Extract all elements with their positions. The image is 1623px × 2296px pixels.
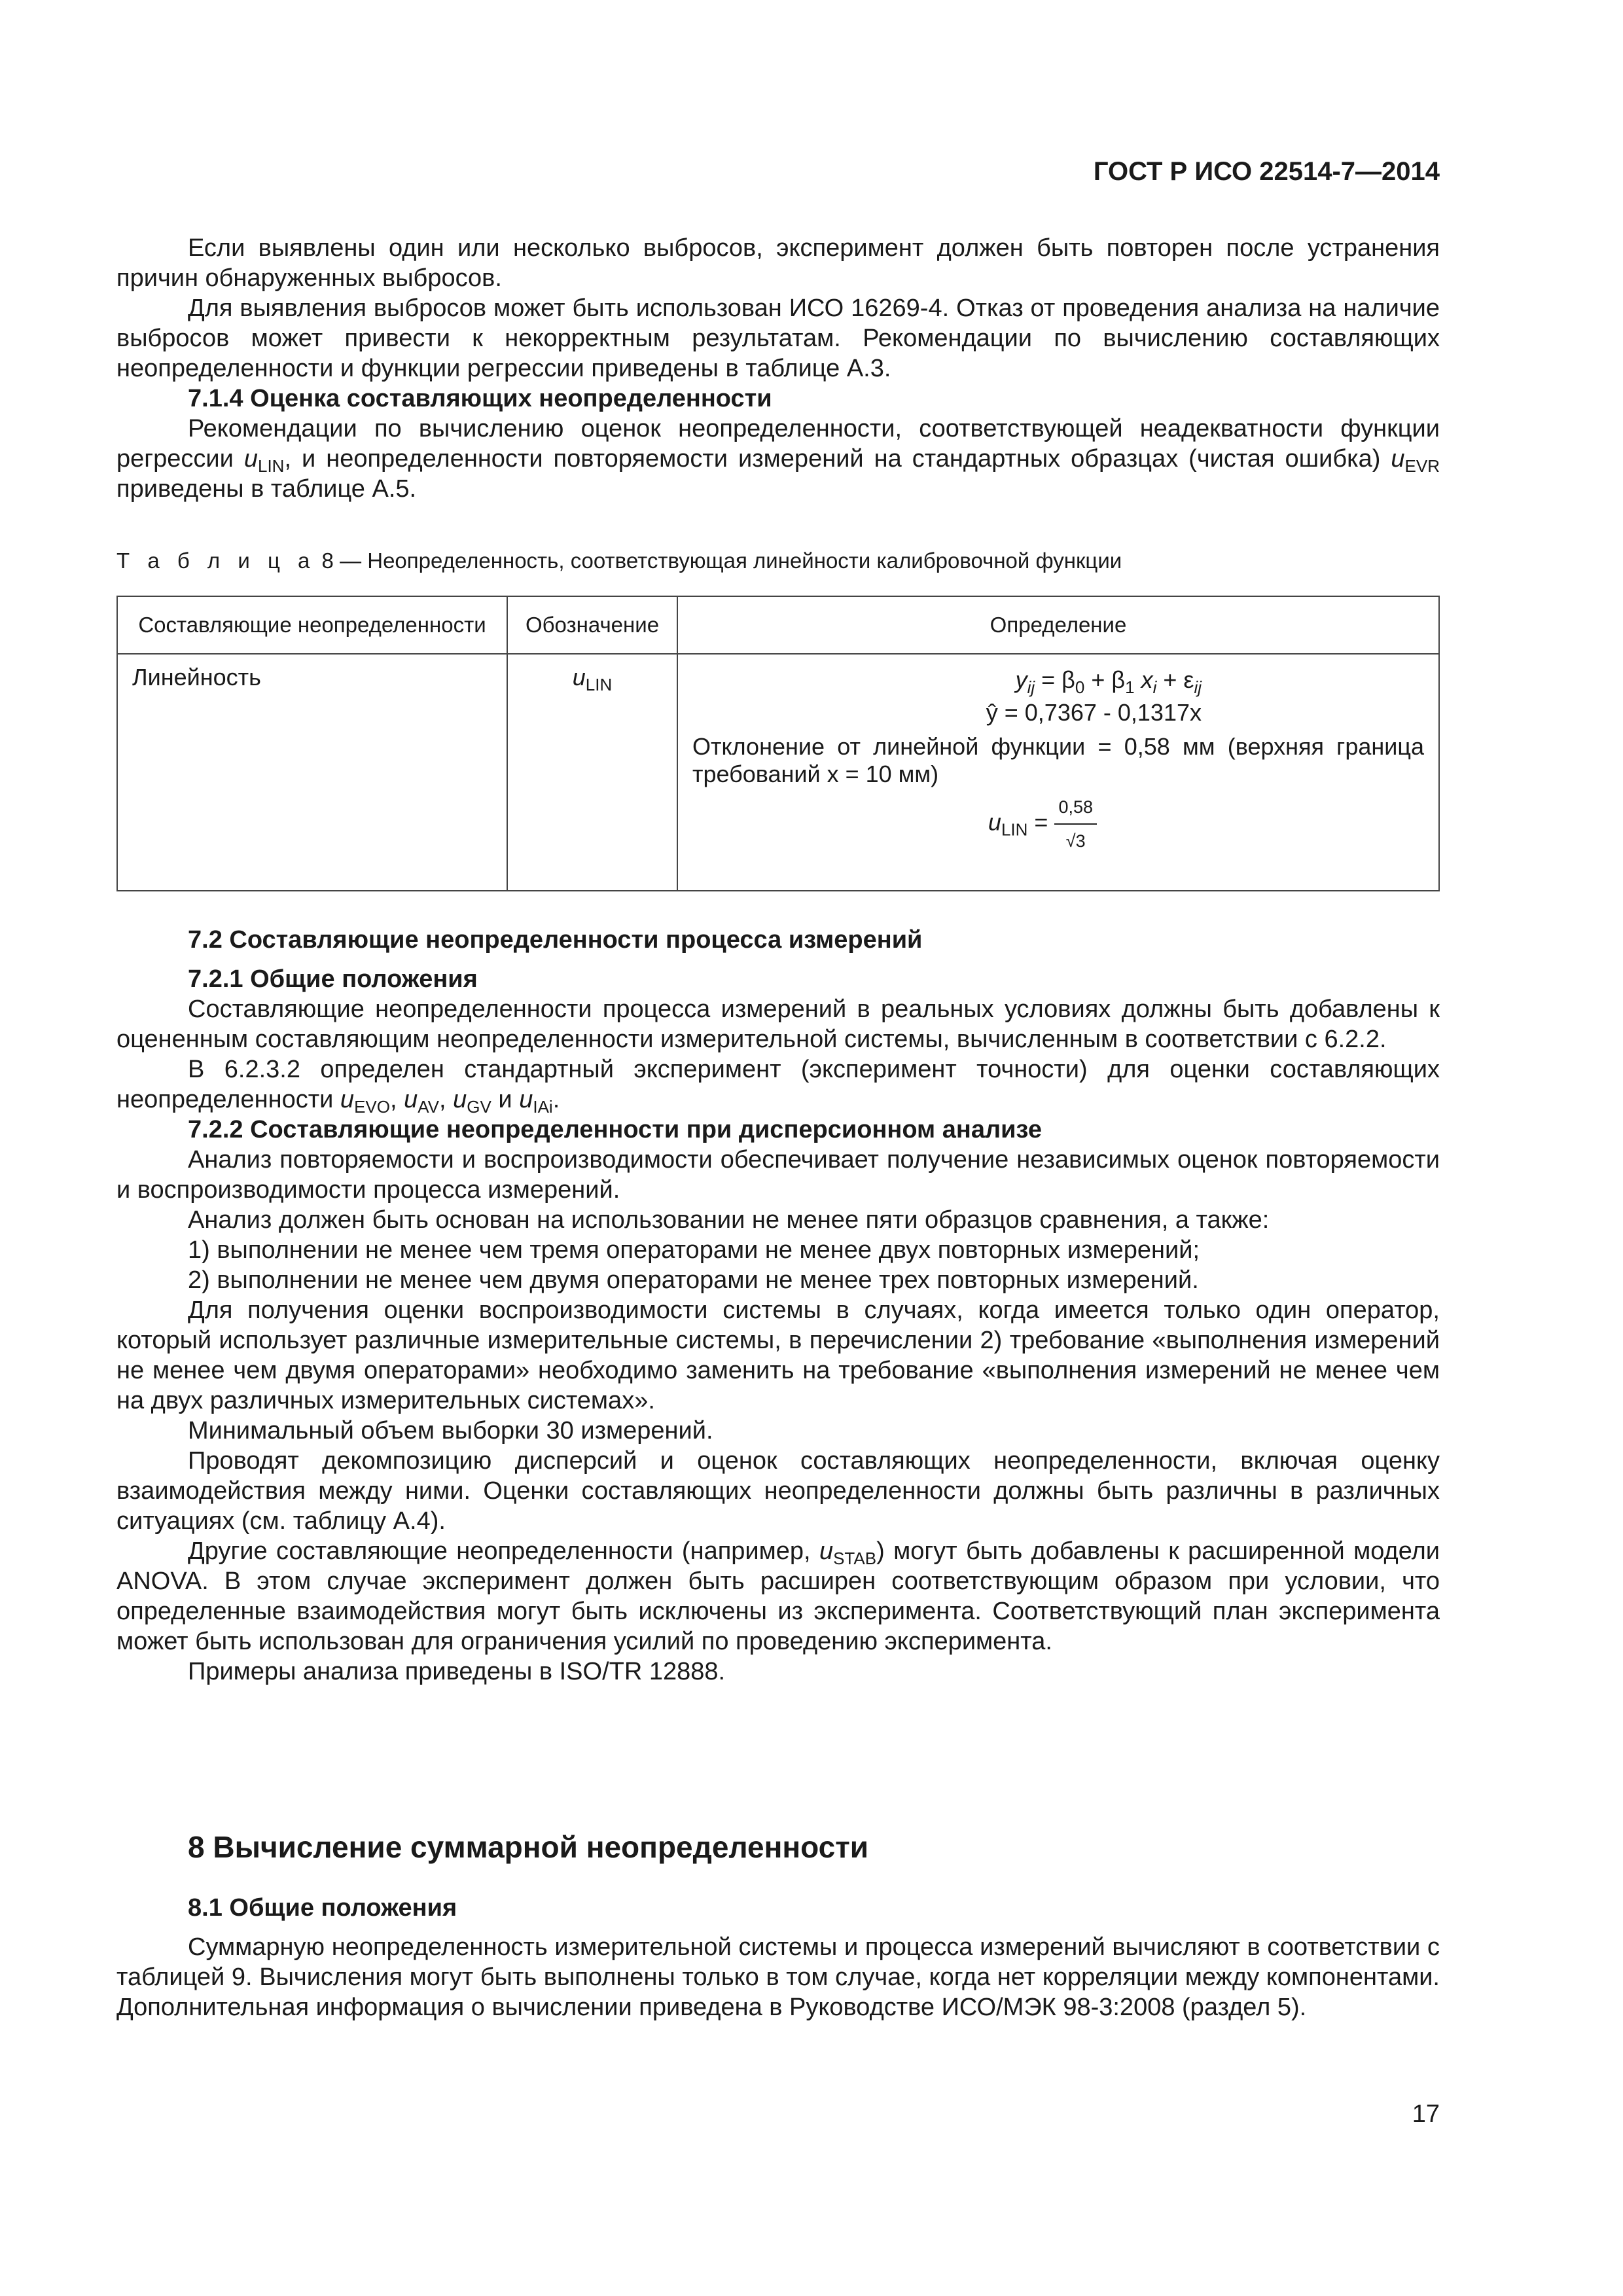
- document-page: [116, 0, 1440, 2296]
- paragraph-anova-a: Анализ повторяемости и воспроизводимости обеспечивает получение независимых оценок повторяемости и воспроизводимости процесса измерений.: [116, 1146, 1440, 1204]
- heading-7-2-1: 7.2.1 Общие положения: [188, 965, 478, 993]
- heading-7-1-4: 7.1.4 Оценка составляющих неопределенности: [188, 385, 772, 412]
- table-header-row: [117, 596, 1439, 654]
- regression-model-formula: $y_{ij} = \beta_0 + \beta_1$ $x_i + \varepsilon_{ij}$: [1015, 666, 1202, 697]
- table-row: [117, 654, 1439, 891]
- heading-8-1: 8.1 Общие положения: [188, 1894, 457, 1922]
- paragraph-7-2-1-a: Составляющие неопределенности процесса измерений в реальных условиях должны быть добавлены к оцененным составляющим неопределенности измерительной системы, вычисленным в соответствии с 6.2.2.: [116, 996, 1440, 1053]
- paragraph-outliers: Если выявлены один или несколько выбросов, эксперимент должен быть повторен после устранения причин обнаруженных выбросов.: [116, 234, 1440, 292]
- ulin-formula: $u_{LIN}$ = $\frac{0,58}{√3}$: [692, 791, 1424, 857]
- section-8: [116, 1827, 1440, 2022]
- page-number: 17: [1412, 2100, 1440, 2128]
- table-cell-symbol: $u_{LIN}$: [507, 654, 677, 891]
- linearity-deviation-text: Отклонение от линейной функции = 0,58 мм (верхняя граница требований x = 10 мм): [692, 733, 1424, 787]
- heading-7-2-2: 7.2.2 Составляющие неопределенности при дисперсионном анализе: [188, 1116, 1042, 1143]
- fitted-regression-formula: ŷ = 0,7367 - 0,1317x: [986, 699, 1202, 726]
- list-item: 1) выполнении не менее чем тремя операторами не менее двух повторных измерений;: [188, 1236, 1200, 1264]
- paragraph-7-2-1-b: В 6.2.3.2 определен стандартный эксперимент (эксперимент точности) для оценки составляющих неопределенности $u_{EVO}$, $u_{AV}$, $u_{GV}$ и $u_{IAi}$.: [116, 1056, 1440, 1117]
- heading-8: 8 Вычисление суммарной неопределенности: [188, 1830, 869, 1864]
- heading-7-2: 7.2 Составляющие неопределенности процесса измерений: [188, 926, 923, 954]
- paragraph-anova-c: Для получения оценки воспроизводимости системы в случаях, когда имеется только один оператор, который использует различные измерительные системы, в перечислении 2) требование «выполнения измерений не менее чем двумя операторами» необходимо заменить на требование «выполнения измерений не менее чем на двух различных измерительных системах».: [116, 1297, 1440, 1414]
- paragraph-7-1-4: Рекомендации по вычислению оценок неопределенности, соответствующей неадекватности функции регрессии $u_{LIN}$, и неопределенности повторяемости измерений на стандартных образцах (чистая ошибка) $u_{EVR}$ приведены в таблице А.5.: [116, 415, 1440, 503]
- paragraph-anova-g: Примеры анализа приведены в ISO/TR 12888.: [188, 1658, 726, 1685]
- list-item: 2) выполнении не менее чем двумя операторами не менее трех повторных измерений.: [188, 1266, 1199, 1294]
- paragraph-anova-f: Другие составляющие неопределенности (например, $u_{STAB}$) могут быть добавлены к расширенной модели ANOVA. В этом случае эксперимент должен быть расширен соответствующим образом при условии, что определенные взаимодействия могут быть исключены из эксперимента. Соответствующий план эксперимента может быть использован для ограничения усилий по проведению эксперимента.: [116, 1537, 1440, 1655]
- paragraph-anova-e: Проводят декомпозицию дисперсий и оценок составляющих неопределенности, включая оценку взаимодействия между ними. Оценки составляющих неопределенности должны быть различны в различных ситуациях (см. таблицу А.4).: [116, 1447, 1440, 1535]
- intro-block: [116, 233, 1440, 504]
- table-cell-definition: [677, 654, 1439, 891]
- paragraph-anova-b: Анализ должен быть основан на использовании не менее пяти образцов сравнения, а также:: [188, 1206, 1270, 1234]
- paragraph-8-1: Суммарную неопределенность измерительной системы и процесса измерений вычисляют в соответствии с таблицей 9. Вычисления могут быть выполнены только в том случае, когда нет корреляции между компонентами. Дополнительная информация о вычислении приведена в Руководстве ИСО/МЭК 98-3:2008 (раздел 5).: [116, 1933, 1440, 2021]
- table-8-caption: Т а б л и ц а 8 — Неопределенность, соответствующая линейности калибровочной функции: [116, 548, 1122, 573]
- table-header-cell: Составляющие неопределенности: [117, 596, 507, 654]
- document-header-id: ГОСТ Р ИСО 22514-7—2014: [1093, 157, 1440, 186]
- table-cell-component: Линейность: [117, 654, 507, 891]
- fraction: $\frac{0,58}{√3}$: [1054, 791, 1097, 857]
- table-header-cell: Определение: [677, 596, 1439, 654]
- paragraph-anova-d: Минимальный объем выборки 30 измерений.: [188, 1417, 713, 1444]
- table-8: [116, 596, 1440, 891]
- table-header-cell: Обозначение: [507, 596, 677, 654]
- section-7-2: [116, 925, 1440, 1687]
- paragraph-outlier-detection: Для выявления выбросов может быть использован ИСО 16269-4. Отказ от проведения анализа на наличие выбросов может привести к некорректным результатам. Рекомендации по вычислению составляющих неопределенности и функции регрессии приведены в таблице А.3.: [116, 295, 1440, 382]
